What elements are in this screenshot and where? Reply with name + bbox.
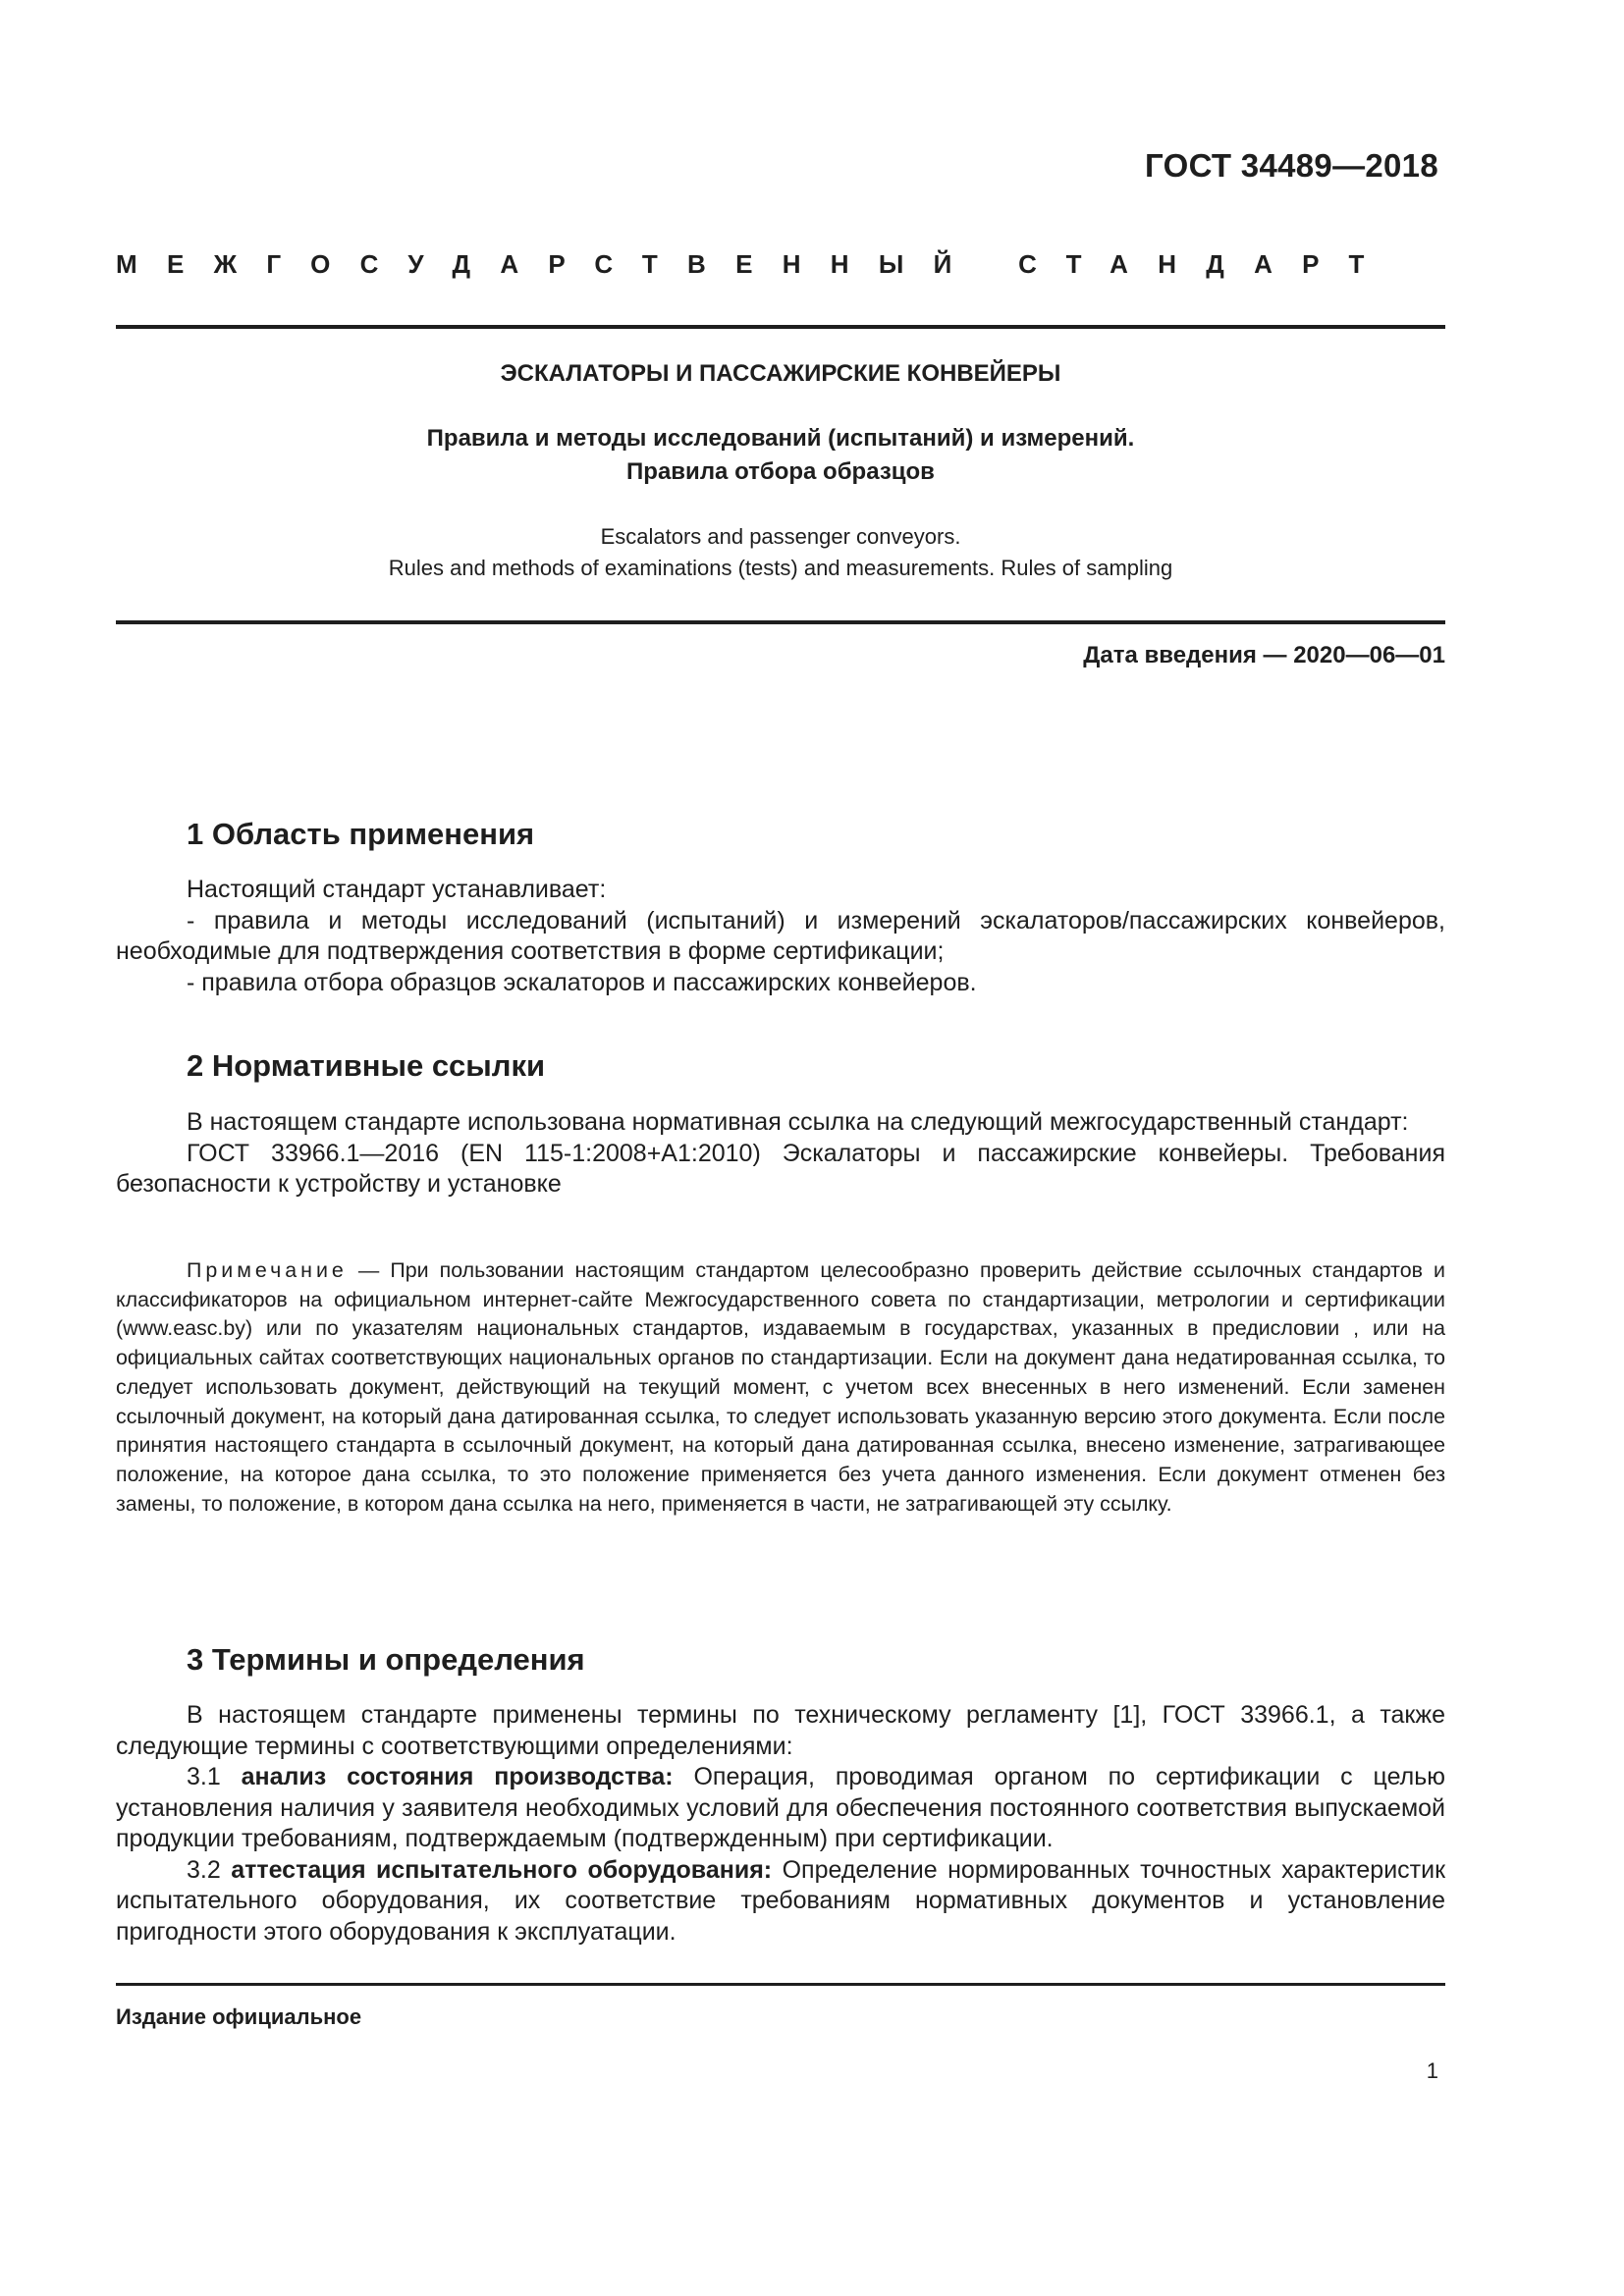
term-number: 3.1 xyxy=(187,1763,242,1790)
subtitle-line-2: Правила отбора образцов xyxy=(626,458,935,485)
term-definition: Операция, проводимая органом по сертификации с целью установления наличия у заявителя необходимых условий для обеспечения постоянного соответствия выпускаемой продукции требованиям, подтверждаемым (подтвержденным) при сертификации. xyxy=(116,1763,1446,1852)
section-1-heading: 1 Область применения xyxy=(187,817,535,851)
page-number: 1 xyxy=(1426,2058,1438,2083)
subtitle-line-1: Правила и методы исследований (испытаний) и измерений. xyxy=(426,425,1135,452)
section-3-body xyxy=(116,1700,1445,1948)
section-1-list-item: - правила и методы исследований (испытаний) и измерений эскалаторов/пассажирских конвейеров, необходимые для подтверждения соответствия в форме сертификации; xyxy=(116,906,1445,965)
section-2-paragraph: В настоящем стандарте использована нормативная ссылка на следующий межгосударственный стандарт: xyxy=(187,1108,1409,1136)
term-name: аттестация испытательного оборудования: xyxy=(231,1855,773,1884)
official-edition-label: Издание официальное xyxy=(116,2004,362,2029)
section-3-paragraph: В настоящем стандарте применены термины по техническому регламенту [1], ГОСТ 33966.1, а также следующие термины с соответствующими определениями: xyxy=(116,1701,1445,1760)
interstate-standard-label: МЕЖГОСУДАРСТВЕННЫЙ СТАНДАРТ xyxy=(116,249,1394,279)
term-3-2 xyxy=(116,1855,1445,1949)
document-number: ГОСТ 34489—2018 xyxy=(1145,147,1438,184)
section-1-list-item: - правила отбора образцов эскалаторов и пассажирских конвейеров. xyxy=(187,968,977,996)
introduction-date: Дата введения — 2020—06—01 xyxy=(1083,642,1445,668)
term-3-1 xyxy=(116,1762,1445,1855)
footer-rule xyxy=(116,1983,1445,1986)
section-1-paragraph: Настоящий стандарт устанавливает: xyxy=(187,876,607,903)
term-name: анализ состояния производства: xyxy=(241,1763,674,1790)
note-text: — При пользовании настоящим стандартом целесообразно проверить действие ссылочных стандартов и классификаторов на официальном интернет-сайте Межгосударственного совета по стандартизации, метрологии и сертификации (www.easc.by) или по указателям национальных стандартов, издаваемым в государствах, указанных в предисловии , или на официальных сайтах соответствующих национальных органов по стандартизации. Если на документ дана недатированная ссылка, то следует использовать документ, действующий на текущий момент, с учетом всех внесенных в него изменений. Если заменен ссылочный документ, на который дана датированная ссылка, то следует использовать указанную версию этого документа. Если после принятия настоящего стандарта в ссылочный документ, на который дана датированная ссылка, внесено изменение, затрагивающее положение, на которое дана ссылка, то это положение применяется без учета данного изменения. Если документ отменен без замены, то положение, в котором дана ссылка на него, применяется в части, не затрагивающей эту ссылку. xyxy=(116,1258,1445,1516)
title-rule xyxy=(116,620,1445,624)
english-title-line-1: Escalators and passenger conveyors. xyxy=(600,524,961,549)
section-1-body xyxy=(116,875,1445,998)
top-rule xyxy=(116,325,1445,329)
english-title-line-2: Rules and methods of examinations (tests) and measurements. Rules of sampling xyxy=(388,556,1173,580)
section-2-note xyxy=(116,1256,1445,1519)
section-3-heading: 3 Термины и определения xyxy=(187,1642,585,1677)
document-subtitle xyxy=(116,422,1445,489)
section-2-body xyxy=(116,1107,1445,1201)
english-title xyxy=(116,521,1445,584)
section-2-reference: ГОСТ 33966.1—2016 (EN 115-1:2008+A1:2010) Эскалаторы и пассажирские конвейеры. Требования безопасности к устройству и установке xyxy=(116,1139,1445,1198)
document-title: ЭСКАЛАТОРЫ И ПАССАЖИРСКИЕ КОНВЕЙЕРЫ xyxy=(500,360,1061,387)
section-2-heading: 2 Нормативные ссылки xyxy=(187,1048,546,1083)
note-label: Примечание xyxy=(187,1258,348,1282)
term-definition: Определение нормированных точностных характеристик испытательного оборудования, их соответствие требованиям нормативных документов и установление пригодности этого оборудования к эксплуатации. xyxy=(116,1855,1446,1946)
term-number: 3.2 xyxy=(187,1855,232,1884)
